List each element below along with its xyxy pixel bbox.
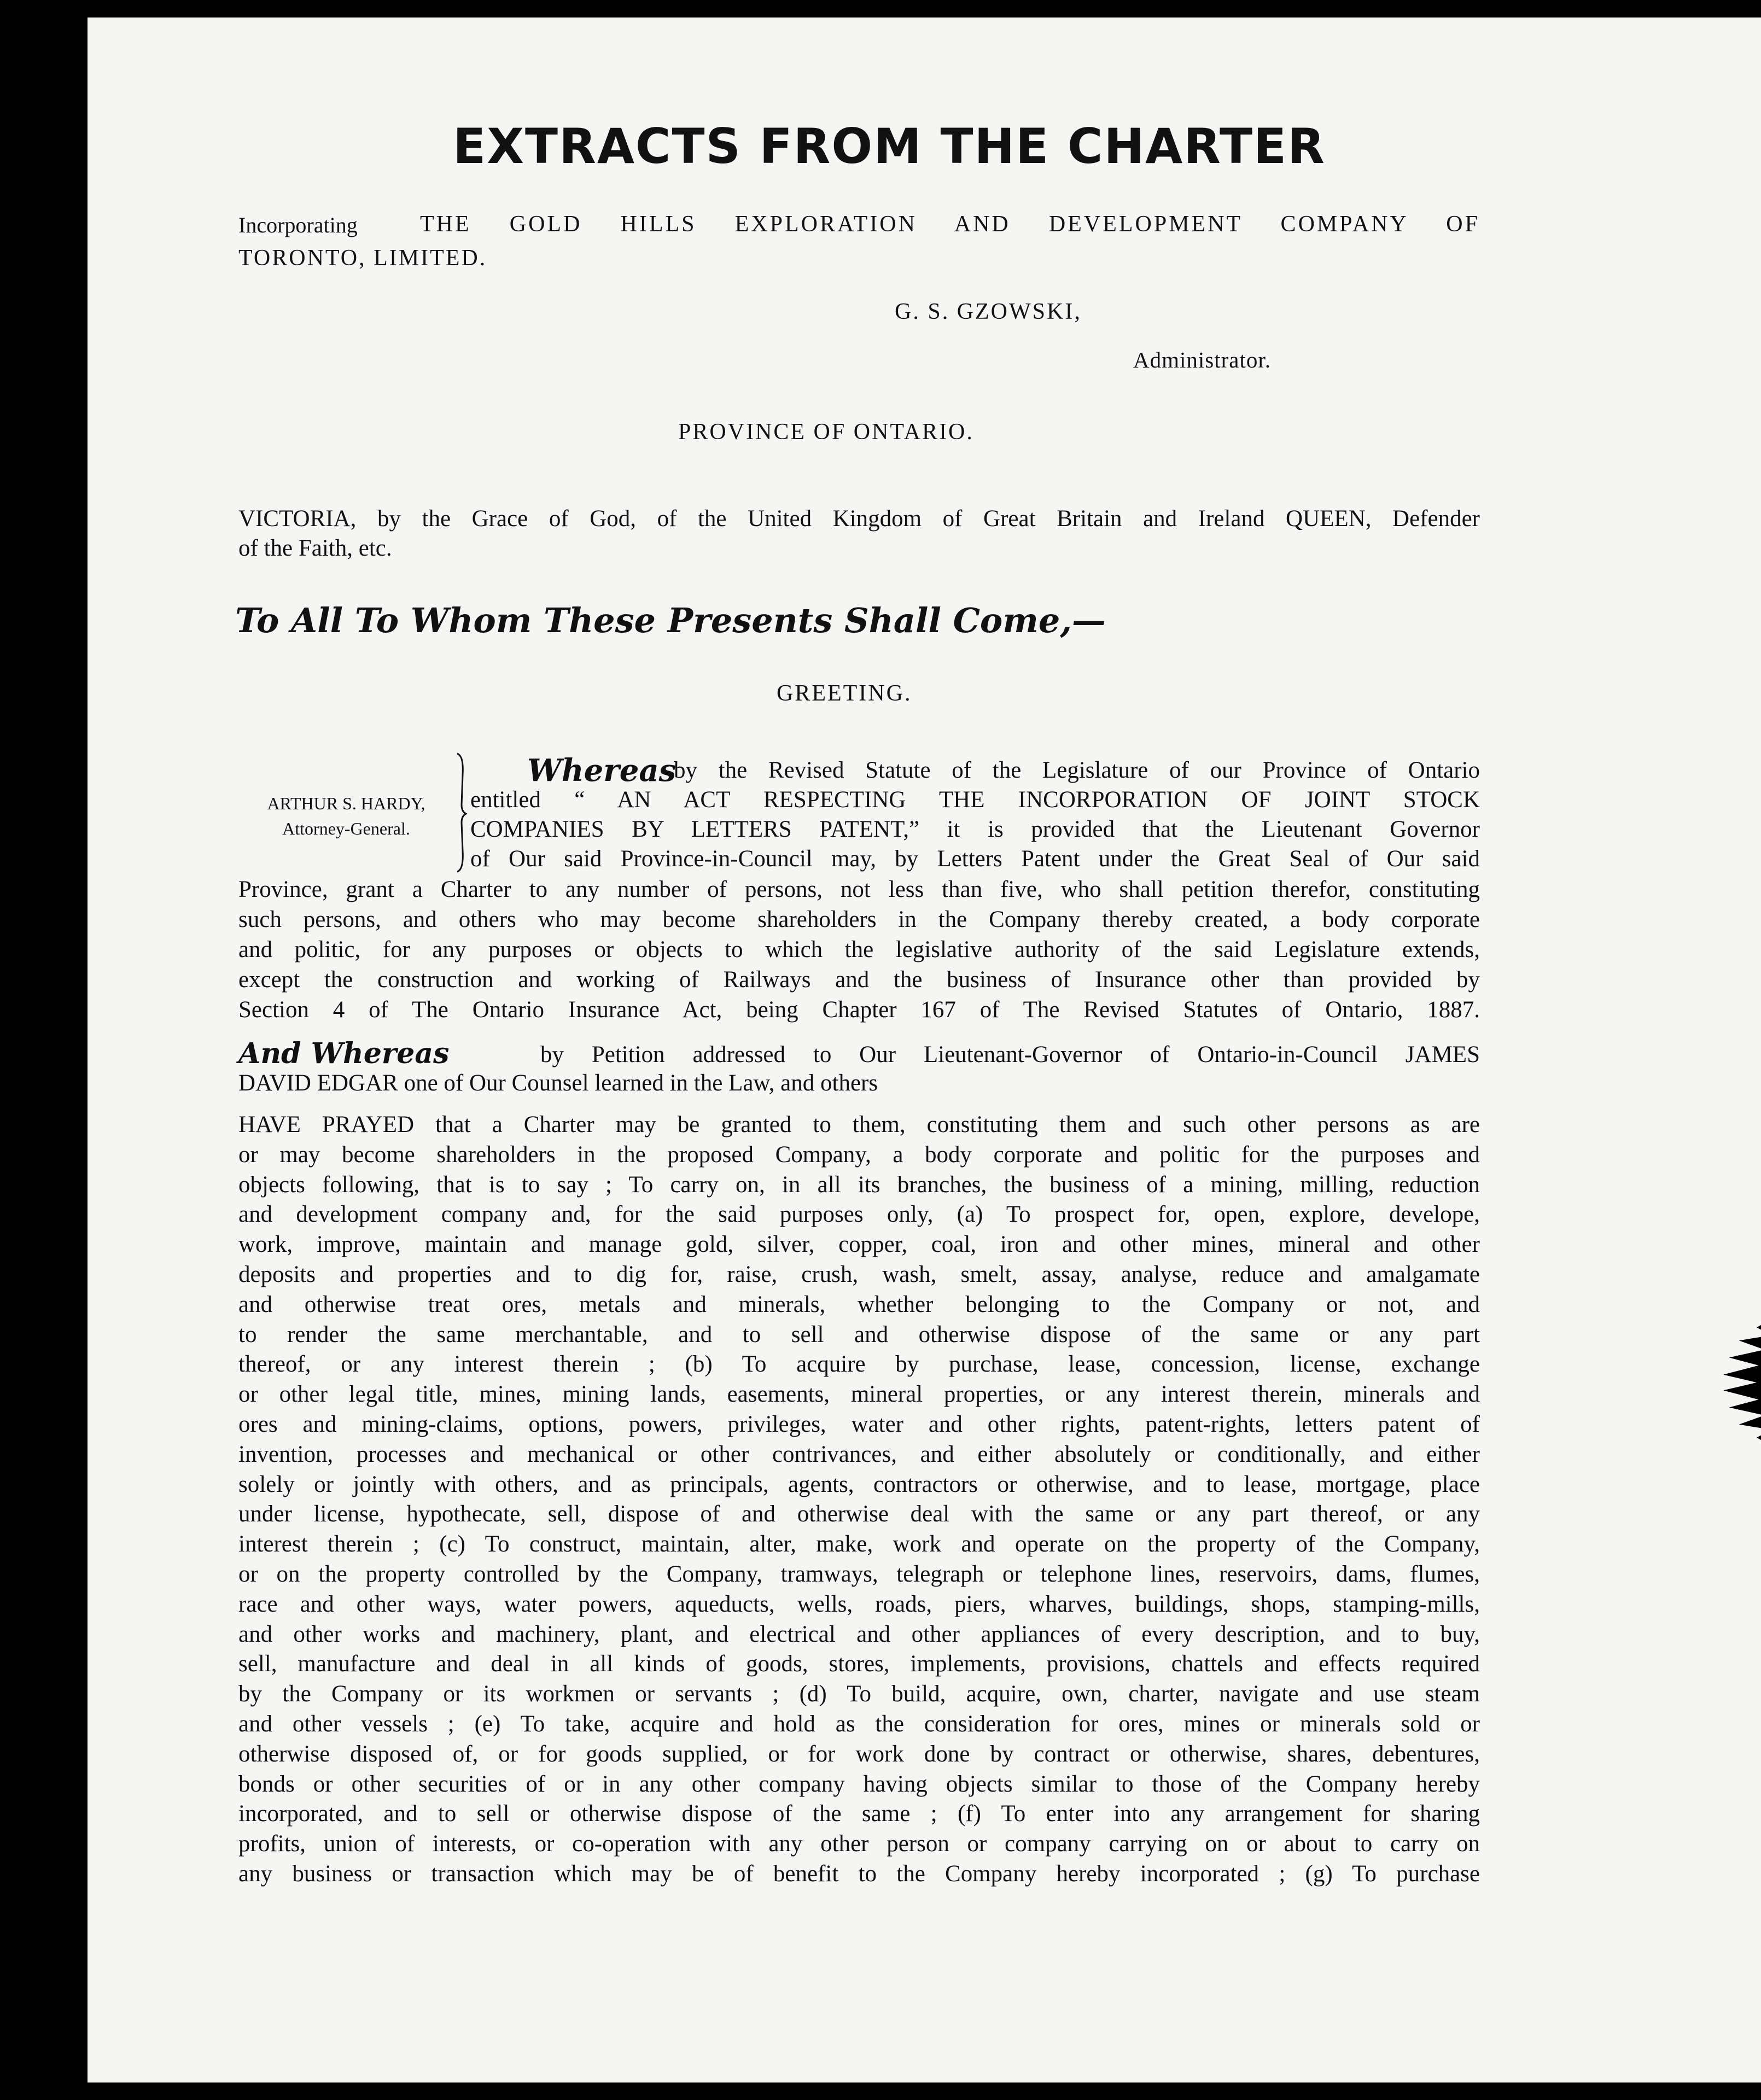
prayed-line: incorporated, and to sell or otherwise dispose of the same ; (f) To enter into any arrangement for sharing: [238, 1801, 1480, 1827]
whereas-continuation-line: such persons, and others who may become shareholders in the Company thereby created, a body corporate: [238, 907, 1480, 932]
prayed-line: HAVE PRAYED that a Charter may be granted to them, constituting them and such other persons as are: [238, 1112, 1480, 1138]
prayed-line: by the Company or its workmen or servants ; (d) To build, acquire, own, charter, navigate and use steam: [238, 1681, 1480, 1707]
scan-border: [88, 2082, 1761, 2100]
prayed-line: to render the same merchantable, and to sell and otherwise dispose of the same or any part: [238, 1321, 1480, 1348]
prayed-line: ores and mining-claims, options, powers, privileges, water and other rights, patent-rights, letters patent of: [238, 1411, 1480, 1437]
prayed-line: profits, union of interests, or co-operation with any other person or company carrying on or about to carry on: [238, 1831, 1480, 1857]
whereas-continuation-line: except the construction and working of Railways and the business of Insurance other than provided by: [238, 967, 1480, 993]
prayed-line: under license, hypothecate, sell, dispose of and otherwise deal with the same or any part thereof, or any: [238, 1501, 1480, 1527]
address-heading: To All To Whom These Presents Shall Come,—: [235, 600, 1106, 640]
and-whereas-line-1: by Petition addressed to Our Lieutenant-Governor of Ontario-in-Council JAMES: [540, 1042, 1480, 1068]
prayed-line: otherwise disposed of, or for goods supplied, or for work done by contract or otherwise, shares, debentures,: [238, 1741, 1480, 1767]
document-title: EXTRACTS FROM THE CHARTER: [453, 118, 1326, 174]
prayed-line: work, improve, maintain and manage gold, silver, copper, coal, iron and other mines, mineral and other: [238, 1232, 1480, 1258]
greeting: GREETING.: [777, 681, 912, 706]
whereas-word: Whereas: [527, 752, 677, 789]
company-name-line-1: THE GOLD HILLS EXPLORATION AND DEVELOPMENT COMPANY OF: [420, 212, 1480, 237]
prayed-line: deposits and properties and to dig for, raise, crush, wash, smelt, assay, analyse, reduce and amalgamate: [238, 1262, 1480, 1287]
prayed-line: any business or transaction which may be of benefit to the Company hereby incorporated ; (g) To purchase: [238, 1861, 1480, 1887]
whereas-line: by the Revised Statute of the Legislature of our Province of Ontario: [674, 757, 1480, 783]
prayed-line: sell, manufacture and deal in all kinds of goods, stores, implements, provisions, chattels and effects required: [238, 1651, 1480, 1677]
whereas-line: entitled “ AN ACT RESPECTING THE INCORPORATION OF JOINT STOCK: [470, 787, 1480, 813]
prayed-line: interest therein ; (c) To construct, maintain, alter, make, work and operate on the property of the Company,: [238, 1531, 1480, 1558]
prayed-line: and other vessels ; (e) To take, acquire and hold as the consideration for ores, mines or minerals sold or: [238, 1711, 1480, 1737]
incorporating-label: Incorporating: [238, 213, 358, 237]
whereas-line: of Our said Province-in-Council may, by Letters Patent under the Great Seal of Our said: [470, 846, 1480, 872]
side-note-title: Attorney-General.: [282, 819, 410, 838]
prayed-line: solely or jointly with others, and as principals, agents, contractors or otherwise, and to lease, mortgage, place: [238, 1471, 1480, 1497]
side-note-name: ARTHUR S. HARDY,: [267, 794, 425, 813]
prayed-line: objects following, that is to say ; To carry on, in all its branches, the business of a mining, milling, reduction: [238, 1171, 1480, 1198]
prayed-line: and development company and, for the said purposes only, (a) To prospect for, open, explore, develope,: [238, 1201, 1480, 1228]
prayed-line: invention, processes and mechanical or other contrivances, and either absolutely or conditionally, and either: [238, 1441, 1480, 1467]
prayed-line: thereof, or any interest therein ; (b) To acquire by purchase, lease, concession, license, exchange: [238, 1351, 1480, 1378]
signatory-title: Administrator.: [1133, 347, 1272, 372]
side-note: [245, 791, 447, 841]
prayed-line: or may become shareholders in the proposed Company, a body corporate and politic for the purposes and: [238, 1141, 1480, 1168]
prayed-line: and other works and machinery, plant, and electrical and other appliances of every description, and to buy,: [238, 1621, 1480, 1647]
prayed-line: bonds or other securities of or in any other company having objects similar to those of the Company hereby: [238, 1771, 1480, 1797]
and-whereas-line-2: DAVID EDGAR one of Our Counsel learned in the Law, and others: [238, 1070, 878, 1096]
whereas-continuation-line: and politic, for any purposes or objects to which the legislative authority of the said Legislature extends,: [238, 937, 1480, 962]
victoria-line-2: of the Faith, etc.: [238, 535, 392, 561]
and-whereas-word: And Whereas: [238, 1037, 450, 1070]
victoria-line-1: VICTORIA, by the Grace of God, of the United Kingdom of Great Britain and Ireland QUEEN, Defender: [238, 506, 1480, 532]
prayed-line: or other legal title, mines, mining lands, easements, mineral properties, or any interest therein, minerals and: [238, 1381, 1480, 1408]
prayed-line: race and other ways, water powers, aqueducts, wells, roads, piers, wharves, buildings, shops, stamping-mills,: [238, 1591, 1480, 1617]
signatory-name: G. S. GZOWSKI,: [895, 299, 1082, 324]
prayed-line: and otherwise treat ores, metals and minerals, whether belonging to the Company or not, and: [238, 1291, 1480, 1317]
province-heading: PROVINCE OF ONTARIO.: [678, 419, 974, 445]
company-name-line-2: TORONTO, LIMITED.: [238, 246, 487, 271]
whereas-continuation-line: Province, grant a Charter to any number of persons, not less than five, who shall petition therefor, constituting: [238, 877, 1480, 902]
whereas-line: COMPANIES BY LETTERS PATENT,” it is provided that the Lieutenant Governor: [470, 816, 1480, 842]
brace-icon: [455, 752, 467, 873]
whereas-continuation-line: Section 4 of The Ontario Insurance Act, being Chapter 167 of The Revised Statutes of Ontario, 1887.: [238, 997, 1480, 1023]
prayed-line: or on the property controlled by the Company, tramways, telegraph or telephone lines, reservoirs, dams, flumes,: [238, 1561, 1480, 1587]
